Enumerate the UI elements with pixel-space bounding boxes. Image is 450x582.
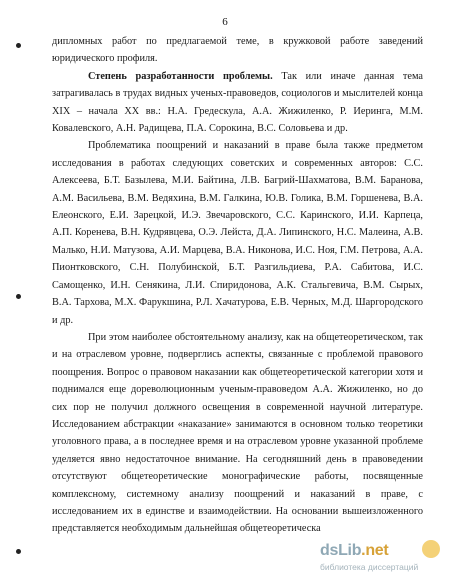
paragraph: дипломных работ по предлагаемой теме, в кружковой работе заведений юридического профиля. [52,36,423,65]
paragraph [52,68,423,138]
left-margin-dot [16,294,21,299]
site-watermark [320,540,440,576]
paragraph: При этом наиболее обстоятельному анализу, как на общетеоретическом, так и на отраслевом уровне, подверглись аспекты, связанные с проблемой правового поощрения. Вопрос о правовом наказании как общетеоретической категории хотя и поднимался еще дореволюционным ученым-правоведом А.А. Жижиленко, но до сих пор не получил должного освещения в современной научной литературе. Исследованием абстракции «наказание» занимаются в основном только теоретики уголовного права, а в последнее время и на отраслевом уровне указанной проблеме уделяется явно недостаточное внимание. На сегодняшний день в правоведении отсутствуют общетеоретические монографические работы, посвященные комплексному, системному анализу поощрений и наказаний в праве, с исследованием их в единстве и взаимодействии. На основании вышеизложенного представляется необходимым дальнейшая общетеоретическа [52,331,423,535]
paragraph: Проблематика поощрений и наказаний в праве была также предметом исследования в работах следующих советских и современных авторов: С.С. Алексеева, Б.Т. Базылева, М.И. Байтина, Л.В. Багрий-Шахматова, В.М. Баранова, А.М. Васильева, В.М. Ведяхина, В.М. Галкина, Ю.В. Голика, В.М. Горшенева, В.А. Елеонского, Е.И. Зарецкой, И.Э. Звечаровского, С.С. Каринского, И.И. Карпеца, А.П. Коренева, В.Н. Кудрявцева, О.Э. Лейста, Д.А. Липинского, Н.С. Малеина, А.В. Малько, Н.И. Матузова, А.И. Марцева, В.А. Никонова, И.С. Ноя, Г.М. Петрова, А.А. Пионтковского, С.Н. Полубинской, Б.Т. Разгильдиева, Р.А. Сабитова, И.С. Самощенко, И.Н. Сенякина, Л.И. Спиридонова, А.К. Стальгевича, В.М. Сырых, В.А. Тархова, М.Х. Фарукшина, Р.Л. Хачатурова, Е.В. Черных, М.Д. Шаргородского и др. [52,140,423,326]
left-margin-dot [16,549,21,554]
watermark-logo [320,542,388,560]
watermark-caption: библиотека диссертаций [320,562,419,572]
watermark-logo-icon [422,540,440,558]
page-number: 6 [222,16,228,28]
paragraph-text: Так или иначе данная тема затрагивалась в трудах видных ученых-правоведов, социологов и мыслителей конца XIX – начала XX вв.: Н.А. Гредескула, А.А. Жижиленко, Р. Иеринга, М.М. Ковалевского, А.Н. Радищева, П.А. Сорокина, В.С. Соловьева и др. [52,70,423,135]
section-heading: Степень разработанности проблемы. [88,70,273,82]
left-margin-dot [16,43,21,48]
watermark-logo-main: dsLib [320,542,362,559]
document-body [52,33,423,538]
watermark-logo-accent: .net [361,542,389,559]
